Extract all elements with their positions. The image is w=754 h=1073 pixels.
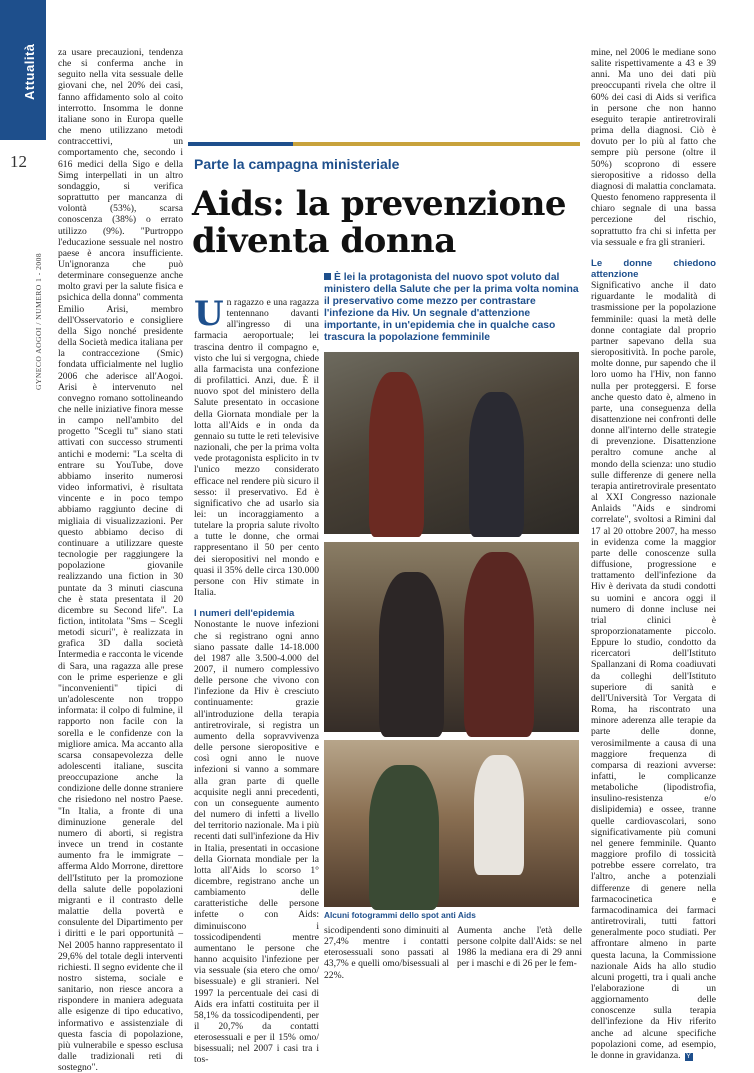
column-bottom-1 <box>324 925 449 981</box>
end-of-article-mark: Y <box>686 1052 691 1060</box>
column-2-text-b: Nonostante le nuove infezioni che si registrano ogni anno siano passate dalle 14-18.000 del 1987 alle 3.500-4.000 del 2007, il numero complessivo delle persone che vivono con l'infezione da Hiv è cresciuto continuamente: grazie all'introduzione della terapia antiretrovirale, si registra un aumento della sopravvivenza delle persone sieropositive e così ogni anno le nuove infezioni si vanno a sommare alla gran parte di quelle acquisite negli anni precedenti, con un conseguente aumento del numero di infetti a livello del territorio nazionale. Ma i più recenti dati sull'infezione da Hiv in Italia, presentati in occasione della Giornata mondiale per la lotta all'Aids lo scorso 1° dicembre, registrano anche un cambiamento delle caratteristiche delle persone infette o con Aids: diminuiscono i tossicodipendenti mentre aumentano le persone che hanno acquisito l'infezione per via sessuale (sia etero che omo/ bisessuale) e gli stranieri. Nel 1997 la percentuale dei casi di Aids era infatti costituita per il 58,1% da tossicodipendenti, per il 20,7% da contatti eterosessuali e per il 15% omo/ bisessuali; nel 2007 i casi tra i tos- <box>194 619 319 1066</box>
photo-frame-1 <box>324 352 579 534</box>
journal-issue <box>34 190 46 400</box>
section-tag-label: Attualità <box>22 43 37 100</box>
photo-frame-2 <box>324 542 579 732</box>
headline: Aids: la prevenzione diventa donna <box>192 184 567 261</box>
standfirst-text: È lei la protagonista del nuovo spot voluto dal ministero della Salute che per la prima volta nomina il preservativo come mezzo per contrastare l'infezione da Hiv. Un segnale d'attenzione importante, in un'epidemia che in qualche caso trascura la popolazione femminile <box>324 272 579 343</box>
figure-customer <box>369 765 439 910</box>
page-number: 12 <box>10 152 27 171</box>
column-bottom-2-text: Aumenta anche l'età delle persone colpite dall'Aids: se nel 1986 la mediana era di 29 anni per i maschi e di 26 per le fem- <box>457 925 582 970</box>
standfirst <box>324 272 582 344</box>
photo-caption: Alcuni fotogrammi dello spot anti Aids <box>324 910 476 920</box>
column-bottom-2 <box>457 925 582 970</box>
column-2-text: n ragazzo e una ragazza tentennano davanti all'ingresso di una farmacia aeroportuale; lei trascina dentro il compagno e, visto che lui si vergogna, chiede alla farmacista una confezione di profilattici. Anzi, due. È il nuovo spot del ministero della Salute presentato in occasione della Giornata mondiale per la lotta all'Aids e in onda da gennaio su tutte le reti televisive nazionali, che per la prima volta vede protagonista esplicito in tv l'unico mezzo considerato efficace nel rendere più sicuro il sesso: il preservativo. Ed è significativo che ad usarlo sia lei: un incoraggiamento a tutelare la propria salute rivolto a tutte le donne, che ormai rappresentano il 50 per cento dei sieropositivi nel mondo e quasi il 35% delle circa 130.000 persone con Hiv stimate in Italia. <box>194 297 319 599</box>
subhead-donne: Le donne chiedono attenzione <box>591 257 716 280</box>
figure-man-2 <box>464 552 534 737</box>
column-3-text-b <box>591 280 716 1061</box>
header-rule-accent <box>188 142 293 146</box>
column-3-text-b-body: Significativo anche il dato riguardante le modalità di trasmissione per la popolazione femminile: quasi la metà delle donne contagiate dal proprio partner sapevano della sua sieropositività. In poche parole, molte donne, pur sapendo che il loro uomo ha l'Hiv, non fanno nulla per proteggersi. E forse anche questo dato è, almeno in parte, una conseguenza della disattenzione nei confronti delle donne all'interno delle strategie di prevenzione. Disattenzione peraltro comune anche al mondo della scienza: uno studio sulle differenze di genere nella terapia antiretrovirale presentato al XXI Congresso nazionale Anlaids "Aids e sindromi correlate", svoltosi a Rimini dal 17 al 20 ottobre 2007, ha messo in evidenza come la maggior parte delle conoscenze sulla diffusione, progressione e trattamento dell'infezione da Hiv è derivata da studi condotti su uomini e ancora oggi il numero di donne incluse nei trial clinici è sproporzionatamente piccolo. Eppure lo studio, condotto da ricercatori dell'Istituto Spallanzani di Roma coadiuvati da colleghi dell'Istituto superiore di sanità e dell'Università Tor Vergata di Roma, ha riscontrato una minore aderenza alle terapie da parte delle donne, verosimilmente a causa di una maggiore frequenza di comparsa di reazioni avverse: infatti, le complicanze metaboliche (lipodistrofia, insulino-resistenza e/o dislipidemia) e ossee, tranne quelle cardiovascolari, sono significativamente più comuni nel genere femminile. Quanto maggiore profilo di tossicità potrebbe essere correlato, tra l'altro, anche a potenziali differenze di genere nella farmacocinetica e farmacodinamica dei farmaci antiretrovirali, tutti fattori generalmente poco studiati. Per affrontare almeno in parte questa lacuna, la Commissione nazionale Aids ha allo studio alcuni progetti, tra i quali anche l'elaborazione di un aggiornamento delle conoscenze sulla terapia dell'infezione da Hiv riferito anche ad alcune specifiche popolazioni come, ad esempio, le donne in gravidanza. <box>591 280 716 1061</box>
column-3-text: mine, nel 2006 le mediane sono salite rispettivamente a 43 e 39 anni. Ma uno dei dati più preoccupanti rivela che oltre il 60% dei casi di Aids si verifica in persone che non hanno eseguito terapie antiretrovirali prima della diagnosi. Ciò è dovuto per lo più al fatto che sempre più persone (oltre il 50%) scoprono di essere sieropositive a ridosso della diagnosi di malattia conclamata. Questo fenomeno rappresenta il chiaro segnale di una bassa percezione del rischio, soprattutto fra chi si infetta per via sessuale e fra gli stranieri. <box>591 47 716 248</box>
column-1 <box>58 47 183 1073</box>
standfirst-marker <box>324 273 331 280</box>
column-1-text: za usare precauzioni, tendenza che si conferma anche in seguito nella vita sessuale delle giovani che, nel 20% dei casi, fanno affidamento solo al coito interrotto. Insomma le donne italiane sono in Europa quelle che meno utilizzano metodi contraccettivi, un comportamento che, secondo i 616 medici della Sigo e della Simg interpellati in un altro sondaggio, si verifica soprattutto per mancanza di volontà (53%), scarsa conoscenza (38%) o errato utilizzo (9%). "Purtroppo l'educazione sessuale nel nostro paese è ancora insufficiente. Un'ignoranza che può determinare conseguenze anche molto gravi per la salute fisica e psichica della donna" commenta Emilio Arisi, membro dell'Osservatorio e consigliere della Sigo nonché presidente della Società medica italiana per la contraccezione (Smic) fondata ufficialmente nel luglio 2006 che aderisce all'Aogoi. Arisi è intervenuto nel convegno romano sottolineando che nelle iniziative finora messe in campo nell'ambito del progetto "Scegli tu" siano stati attivati con successo strumenti antichi e moderni: "La scelta di entrare su YouTube, dove abbiamo inserito numerosi video informativi, è risultata vincente e in poco tempo abbiamo raggiunto decine di migliaia di visualizzazioni. Per questo abbiamo deciso di continuare a utilizzare queste tecnologie per raggiungere la popolazione giovanile realizzando una fiction in 30 puntate da 3 minuti ciascuna che è stata presentata il 20 dicembre su Second life". La fiction, intitolata "Sms – Scegli metodi sicuri", è realizzata in grafica 3D dalla società Intermedia e racconta le vicende di Sara, una ragazza alle prese con le prime esperienze e gli "inconvenienti" tipici di un'adolescente non troppo informata: il colpo di fulmine, il rapporto non facile con la sorella e le confidenze con la migliore amica. Ma accanto alla scarsa consapevolezza delle adolescenti italiane, suscita preoccupazione anche la condizione delle donne straniere che risiedono nel nostro Paese. "In Italia, a fronte di una diminuzione generale del numero di aborti, si registra invece un trend in costante aumento fra le immigrate – afferma Aldo Morrone, direttore dell'Istituto per la promozione della salute delle popolazioni migranti e il contrasto delle malattie della povertà e consulente del Dipartimento per i diritti e le pari opportunità – Nel 2005 hanno rappresentato il 29,6% del totale degli interventi richiesti. Il segno evidente che il nostro sistema, sociale e sanitario, non riesce ancora a rispondere in maniera adeguata alle esigenze di tipo educativo, informativo e assistenziale di questa fascia di popolazione, più vulnerabile e spesso esclusa dalle tradizionali reti di sostegno". <box>58 47 183 1073</box>
journal-issue-label: GYNECO AOGOI / NUMERO 1 - 2008 <box>34 252 43 390</box>
column-3 <box>591 47 716 1061</box>
figure-woman-2 <box>379 572 444 737</box>
figure-pharmacist <box>474 755 524 875</box>
column-bottom-1-text: sicodipendenti sono diminuiti al 27,4% mentre i contatti eterosessuali sono passati al 43,7% e quelli omo/bisessuali al 22%. <box>324 925 449 981</box>
kicker: Parte la campagna ministeriale <box>194 156 400 172</box>
subhead-epidemia: I numeri dell'epidemia <box>194 608 295 620</box>
section-tag <box>22 40 42 120</box>
column-2 <box>194 294 319 1066</box>
figure-woman <box>469 392 524 537</box>
figure-man <box>369 372 424 537</box>
dropcap: U <box>194 294 224 334</box>
column-2-body <box>194 294 319 599</box>
photo-frame-3 <box>324 740 579 907</box>
